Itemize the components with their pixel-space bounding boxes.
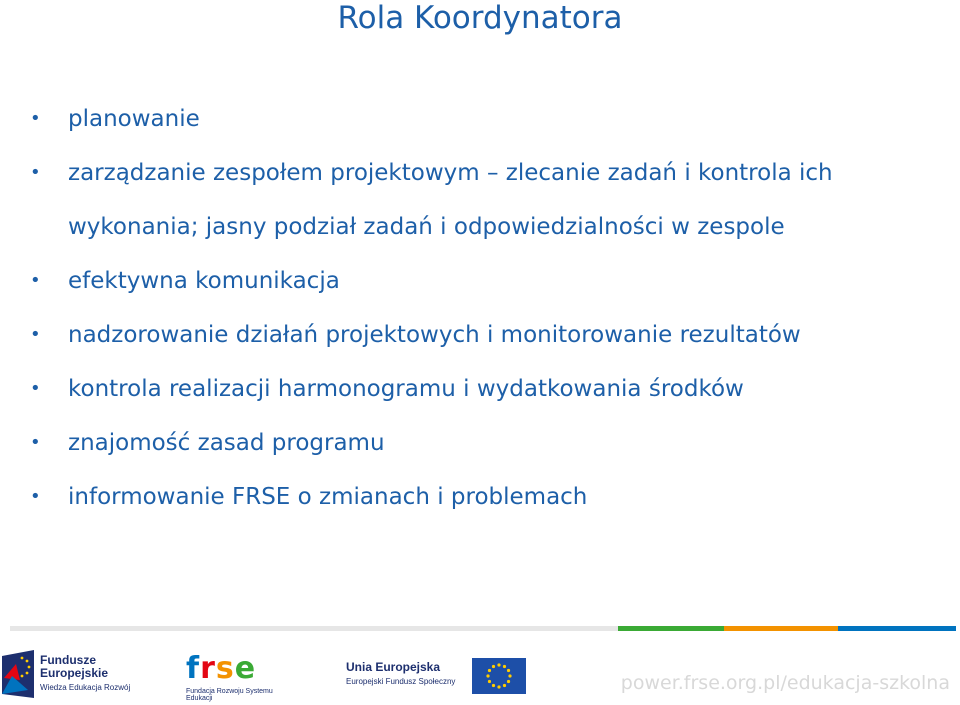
eu-flag-star [497,663,500,666]
footer-line-segment [838,626,956,631]
frse-logo [186,651,298,702]
eu-flag-star [503,684,506,687]
bullet-item [24,470,924,524]
eu-flag-star [508,674,511,677]
eu-flag-star [486,674,489,677]
bullet-text: kontrola realizacji harmonogramu i wydatkowania środków [68,376,744,402]
frse-letter: f [186,651,201,686]
bullet-dot-icon: • [30,162,41,183]
unia-europejska-logo [346,658,526,698]
bullet-text: zarządzanie zespołem projektowym – zlecanie zadań i kontrola ich [68,160,833,186]
bullet-item [24,362,924,416]
eu-funds-flag-icon [2,650,34,698]
footer-line-segment [10,626,210,631]
bullet-text: efektywna komunikacja [68,268,340,294]
fe-logo-line2: Europejskie [40,666,109,680]
frse-letter: e [234,651,257,686]
bullet-dot-icon: • [30,378,41,399]
bullet-text: znajomość zasad programu [68,430,385,456]
footer-line-segment [618,626,724,631]
bullet-list [24,92,924,524]
footer-url: power.frse.org.pl/edukacja-szkolna [620,672,950,694]
bullet-dot-icon: • [30,432,41,453]
slide-title: Rola Koordynatora [337,0,623,36]
bullet-text: nadzorowanie działań projektowych i monitorowanie rezultatów [68,322,801,348]
bullet-dot-icon: • [30,270,41,291]
frse-logo-word [186,651,298,686]
footer-line-segment [210,626,618,631]
eu-flag-star [488,669,491,672]
fundusze-europejskie-logo [2,648,142,700]
bullet-dot-icon: • [30,324,41,345]
bullet-dot-icon: • [30,108,41,129]
eu-flag-star [503,665,506,668]
frse-letter: r [200,651,216,686]
ue-logo-line1: Unia Europejska [346,660,441,674]
bullet-item [24,308,924,362]
eu-flag-star [507,680,510,683]
bullet-dot-icon: • [30,486,41,507]
frse-logo-subtitle: Fundacja Rozwoju Systemu Edukacji [186,688,273,702]
bullet-text: informowanie FRSE o zmianach i problemach [68,484,588,510]
bullet-text: planowanie [68,106,200,132]
bullet-item [24,92,924,146]
ue-logo-line2: Europejski Fundusz Społeczny [346,677,456,686]
footer-line-segment [724,626,838,631]
eu-flag-star [497,685,500,688]
fe-logo-line1: Fundusze [40,653,96,667]
fe-logo-line3: Wiedza Edukacja Rozwój [40,683,131,692]
bullet-item [24,146,924,254]
eu-flag-icon [472,658,526,694]
eu-flag-star [488,680,491,683]
eu-flag-star [492,684,495,687]
frse-letter: s [215,651,235,686]
bullet-text-continuation: wykonania; jasny podział zadań i odpowiedzialności w zespole [68,214,785,240]
eu-flag-star [507,669,510,672]
eu-flag-star [492,665,495,668]
bullet-item [24,254,924,308]
bullet-item [24,416,924,470]
